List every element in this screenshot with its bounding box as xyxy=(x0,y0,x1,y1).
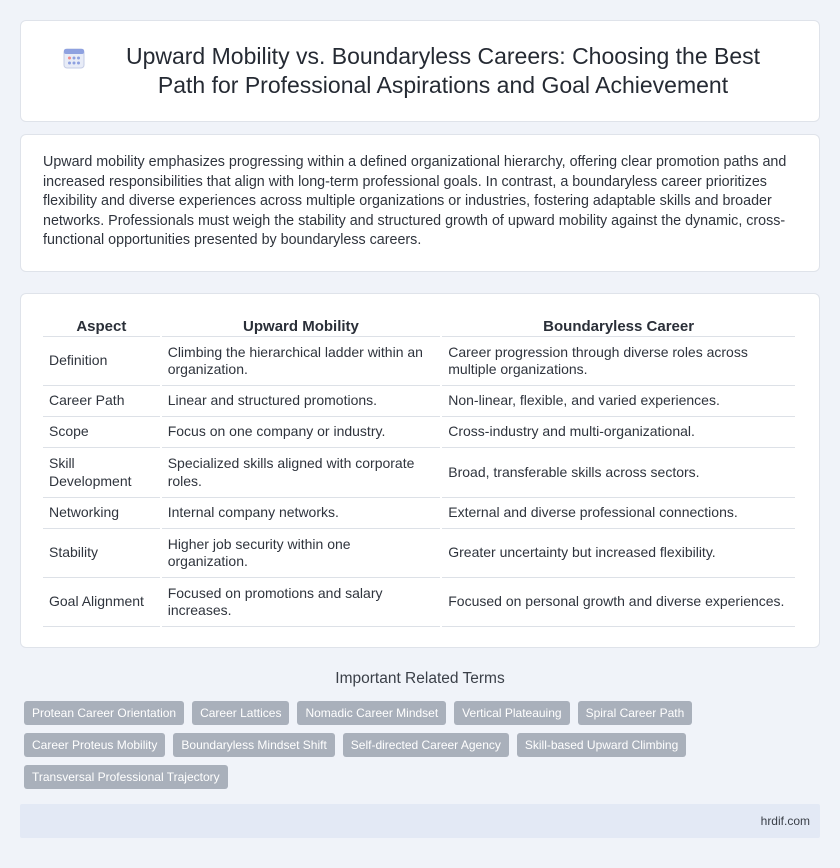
row-boundaryless: Greater uncertainty but increased flexibility. xyxy=(442,529,795,578)
title-card xyxy=(20,20,820,122)
row-boundaryless: Career progression through diverse roles across multiple organizations. xyxy=(442,337,795,386)
related-term-tag[interactable]: Boundaryless Mindset Shift xyxy=(173,733,334,757)
page-title: Upward Mobility vs. Boundaryless Careers: Choosing the Best Path for Professional Aspirations and Goal Achievement xyxy=(125,43,761,98)
related-term-tag[interactable]: Self-directed Career Agency xyxy=(343,733,509,757)
row-aspect: Scope xyxy=(43,417,160,448)
header-boundaryless-career: Boundaryless Career xyxy=(442,312,795,337)
row-aspect: Definition xyxy=(43,337,160,386)
row-boundaryless: Broad, transferable skills across sectors. xyxy=(442,448,795,498)
table-row xyxy=(43,337,795,386)
table-row xyxy=(43,448,795,498)
table-row xyxy=(43,417,795,448)
table-row xyxy=(43,529,795,578)
footer xyxy=(20,804,820,838)
comparison-table xyxy=(41,312,797,627)
related-terms-title: Important Related Terms xyxy=(335,670,505,687)
row-aspect: Networking xyxy=(43,498,160,529)
row-aspect: Goal Alignment xyxy=(43,578,160,627)
row-upward: Specialized skills aligned with corporate roles. xyxy=(162,448,441,498)
comparison-card xyxy=(20,293,820,648)
related-term-tag[interactable]: Career Proteus Mobility xyxy=(24,733,165,757)
related-term-tag[interactable]: Nomadic Career Mindset xyxy=(297,701,446,725)
header-aspect: Aspect xyxy=(43,312,160,337)
row-boundaryless: Non-linear, flexible, and varied experiences. xyxy=(442,386,795,417)
row-upward: Higher job security within one organization. xyxy=(162,529,441,578)
row-upward: Focused on promotions and salary increases. xyxy=(162,578,441,627)
intro-paragraph: Upward mobility emphasizes progressing within a defined organizational hierarchy, offering clear promotion paths and increased responsibilities that align with long-term professional goals. In contrast, a boundaryless career prioritizes flexibility and diverse experiences across multiple organizations or industries, fostering adaptable skills and broader networks. Professionals must weigh the stability and structured growth of upward mobility against the dynamic, cross-functional opportunities presented by boundaryless careers. xyxy=(43,154,787,249)
table-row xyxy=(43,498,795,529)
calendar-icon xyxy=(61,45,87,71)
intro-card xyxy=(20,134,820,272)
table-header-row xyxy=(43,312,795,337)
row-upward: Linear and structured promotions. xyxy=(162,386,441,417)
row-boundaryless: Cross-industry and multi-organizational. xyxy=(442,417,795,448)
related-terms-list xyxy=(24,701,824,789)
row-boundaryless: Focused on personal growth and diverse experiences. xyxy=(442,578,795,627)
header-upward-mobility: Upward Mobility xyxy=(162,312,441,337)
related-term-tag[interactable]: Skill-based Upward Climbing xyxy=(517,733,686,757)
related-term-tag[interactable]: Spiral Career Path xyxy=(578,701,693,725)
table-row xyxy=(43,386,795,417)
row-boundaryless: External and diverse professional connections. xyxy=(442,498,795,529)
row-aspect: Career Path xyxy=(43,386,160,417)
row-aspect: Skill Development xyxy=(43,448,160,498)
related-term-tag[interactable]: Vertical Plateauing xyxy=(454,701,569,725)
row-upward: Climbing the hierarchical ladder within an organization. xyxy=(162,337,441,386)
row-aspect: Stability xyxy=(43,529,160,578)
row-upward: Internal company networks. xyxy=(162,498,441,529)
related-term-tag[interactable]: Transversal Professional Trajectory xyxy=(24,765,228,789)
table-row xyxy=(43,578,795,627)
related-term-tag[interactable]: Career Lattices xyxy=(192,701,289,725)
related-term-tag[interactable]: Protean Career Orientation xyxy=(24,701,184,725)
footer-site-link[interactable]: hrdif.com xyxy=(760,814,810,828)
row-upward: Focus on one company or industry. xyxy=(162,417,441,448)
